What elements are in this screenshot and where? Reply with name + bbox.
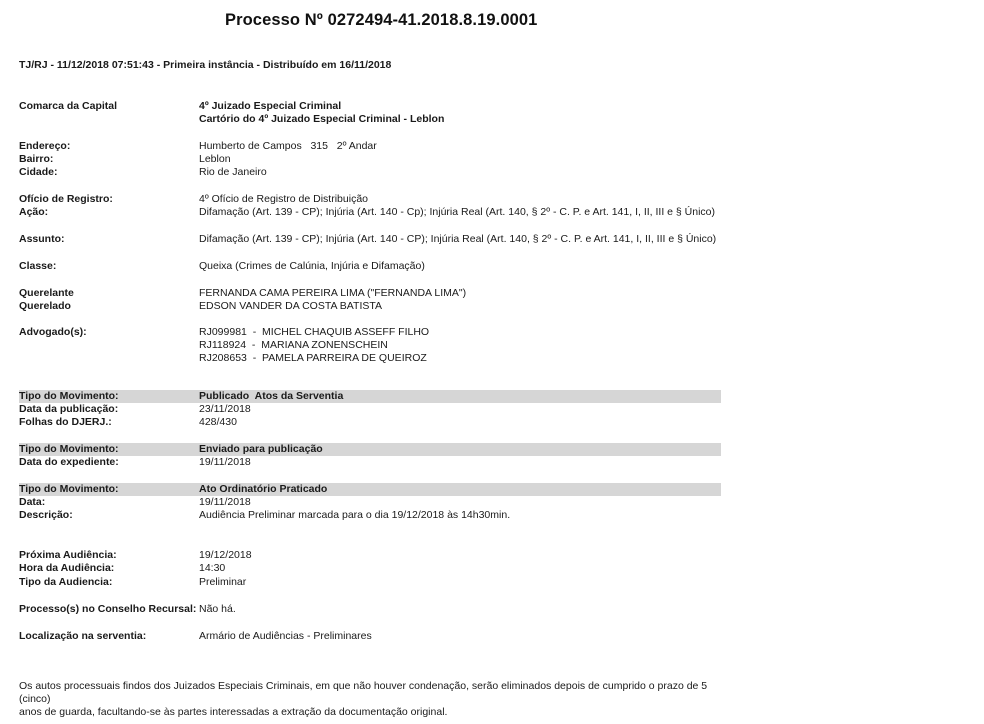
advogados-row (19, 326, 721, 339)
advogado-item: RJ208653 - PAMELA PARREIRA DE QUEIROZ (199, 352, 427, 364)
querelante-label: Querelante (19, 287, 74, 299)
tipo-audiencia-row (19, 576, 721, 589)
tipo-movimento-value: Publicado Atos da Serventia (199, 390, 344, 402)
assunto-row (19, 233, 721, 246)
proxima-audiencia-row (19, 549, 721, 562)
footer-line-1: Os autos processuais findos dos Juizados Especiais Criminais, em que não houver condenação, serão eliminados depois de cumprido o prazo de 5 (cinco) (19, 680, 708, 705)
process-title: Processo Nº 0272494-41.2018.8.19.0001 (225, 11, 538, 29)
data-publicacao-value: 23/11/2018 (199, 403, 251, 415)
querelado-value: EDSON VANDER DA COSTA BATISTA (199, 300, 383, 312)
conselho-row (19, 603, 721, 616)
proxima-audiencia-label: Próxima Audiência: (19, 549, 117, 561)
conselho-label: Processo(s) no Conselho Recursal: (19, 603, 197, 615)
hora-audiencia-label: Hora da Audiência: (19, 562, 115, 574)
data-label: Data: (19, 496, 46, 508)
tipo-movimento-label: Tipo do Movimento: (19, 390, 119, 402)
cidade-label: Cidade: (19, 166, 58, 178)
cidade-row (19, 166, 721, 179)
querelado-row (19, 300, 721, 313)
proxima-audiencia-value: 19/12/2018 (199, 549, 252, 561)
data-value: 19/11/2018 (199, 496, 251, 508)
folhas-djerj-value: 428/430 (199, 416, 237, 428)
advogados-row-2 (19, 339, 721, 352)
footer-line-2: anos de guarda, facultando-se às partes interessadas a extração da documentação original. (19, 706, 448, 718)
tipo-movimento-label: Tipo do Movimento: (19, 483, 119, 495)
localizacao-row (19, 630, 721, 643)
movimento-header (19, 443, 721, 456)
acao-value: Difamação (Art. 139 - CP); Injúria (Art. 140 - Cp); Injúria Real (Art. 140, § 2º - C. P. e Art. 141, I, II, III e § Único) (199, 206, 716, 218)
classe-value: Queixa (Crimes de Calúnia, Injúria e Difamação) (199, 260, 425, 272)
footer-note (19, 680, 739, 719)
tipo-audiencia-value: Preliminar (199, 576, 247, 588)
advogados-row-3 (19, 352, 721, 365)
querelante-value: FERNANDA CAMA PEREIRA LIMA ("FERNANDA LIMA") (199, 287, 467, 299)
endereco-row (19, 140, 721, 153)
conselho-value: Não há. (199, 603, 236, 615)
tipo-audiencia-label: Tipo da Audiencia: (19, 576, 113, 588)
hora-audiencia-value: 14:30 (199, 562, 226, 574)
comarca-row (19, 100, 721, 113)
movimento-field (19, 403, 721, 416)
acao-label: Ação: (19, 206, 49, 218)
data-expediente-label: Data do expediente: (19, 456, 119, 468)
juizado-value: 4º Juizado Especial Criminal (199, 100, 342, 112)
bairro-row (19, 153, 721, 166)
assunto-label: Assunto: (19, 233, 65, 245)
querelante-row (19, 287, 721, 300)
oficio-label: Ofício de Registro: (19, 193, 113, 205)
comarca-label: Comarca da Capital (19, 100, 118, 112)
folhas-djerj-label: Folhas do DJERJ.: (19, 416, 112, 428)
oficio-row (19, 193, 721, 206)
tipo-movimento-value: Enviado para publicação (199, 443, 323, 455)
querelado-label: Querelado (19, 300, 71, 312)
advogados-label: Advogado(s): (19, 326, 87, 338)
movimento-header (19, 390, 721, 403)
endereco-value: Humberto de Campos 315 2º Andar (199, 140, 377, 152)
localizacao-label: Localização na serventia: (19, 630, 147, 642)
bairro-label: Bairro: (19, 153, 54, 165)
classe-label: Classe: (19, 260, 57, 272)
oficio-value: 4º Ofício de Registro de Distribuição (199, 193, 368, 205)
tipo-movimento-value: Ato Ordinatório Praticado (199, 483, 328, 495)
movimento-field (19, 496, 721, 509)
movimento-header (19, 483, 721, 496)
movimento-field (19, 456, 721, 469)
assunto-value: Difamação (Art. 139 - CP); Injúria (Art. 140 - CP); Injúria Real (Art. 140, § 2º - C. P. e Art. 141, I, II, III e § Único) (199, 233, 717, 245)
classe-row (19, 260, 721, 273)
advogado-item: RJ118924 - MARIANA ZONENSCHEIN (199, 339, 388, 351)
localizacao-value: Armário de Audiências - Preliminares (199, 630, 372, 642)
descricao-value: Audiência Preliminar marcada para o dia 19/12/2018 às 14h30min. (199, 509, 511, 521)
process-subtitle: TJ/RJ - 11/12/2018 07:51:43 - Primeira instância - Distribuído em 16/11/2018 (19, 59, 392, 71)
hora-audiencia-row (19, 562, 721, 575)
data-publicacao-label: Data da publicação: (19, 403, 119, 415)
cidade-value: Rio de Janeiro (199, 166, 267, 178)
cartorio-value: Cartório do 4º Juizado Especial Criminal - Leblon (199, 113, 445, 125)
tipo-movimento-label: Tipo do Movimento: (19, 443, 119, 455)
bairro-value: Leblon (199, 153, 231, 165)
cartorio-row (19, 113, 721, 126)
endereco-label: Endereço: (19, 140, 71, 152)
movimento-field (19, 416, 721, 429)
advogado-item: RJ099981 - MICHEL CHAQUIB ASSEFF FILHO (199, 326, 430, 338)
acao-row (19, 206, 721, 219)
movimento-field (19, 509, 721, 522)
data-expediente-value: 19/11/2018 (199, 456, 251, 468)
descricao-label: Descrição: (19, 509, 73, 521)
